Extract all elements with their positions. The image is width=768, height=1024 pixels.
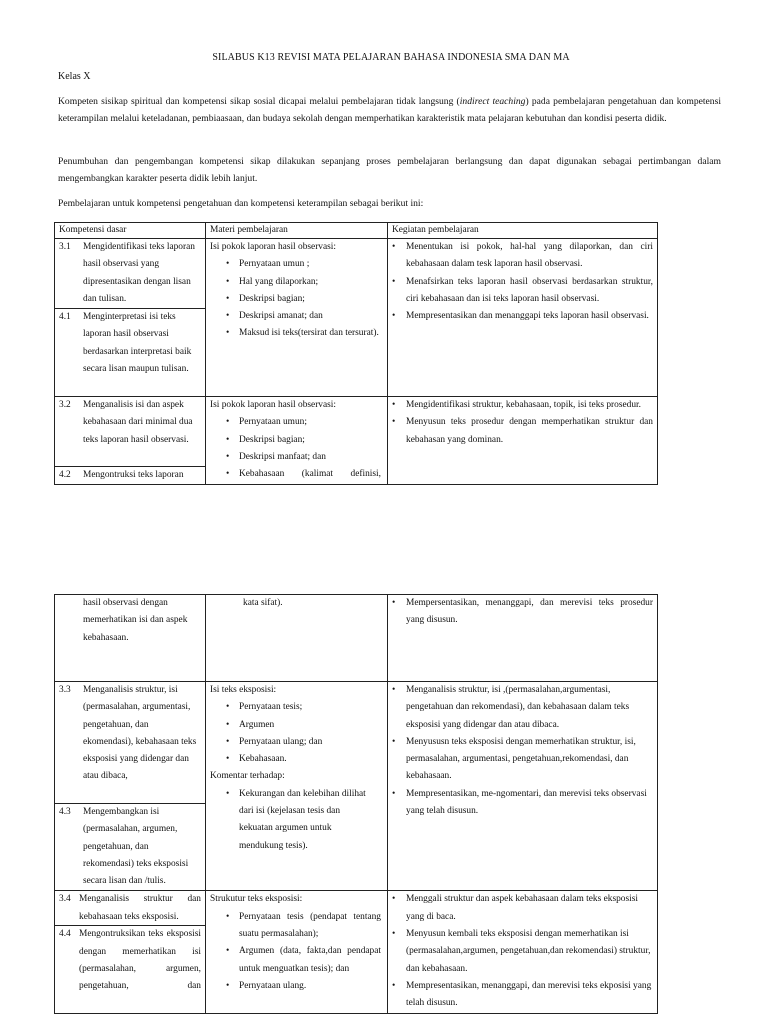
kd-number: 4.1 <box>59 312 71 322</box>
page-2 <box>0 585 768 1024</box>
materi-item: • Pernyataan tesis (pendapat tentang suatu permasalahan); <box>206 909 381 944</box>
kd-item <box>55 804 205 890</box>
table-row <box>55 891 658 1013</box>
kd-item <box>55 467 205 484</box>
kd-number: 3.2 <box>59 400 71 410</box>
kd-text: Mengembangkan isi (permasalahan, argumen, pengetahuan, dan rekomendasi) teks eksposisi secara lisan dan /tulis. <box>83 807 189 887</box>
kd-text: Menganalisis isi dan aspek kebahasaan dari minimal dua teks laporan hasil observasi. <box>83 400 193 445</box>
materi-heading: Isi pokok laporan hasil observasi: <box>210 242 337 252</box>
intro-paragraph-2: Penumbuhan dan pengembangan kompetensi sikap dilakukan sepanjang proses pembelajaran berlangsung dan dapat digunakan sebagai pertimbangan dalam mengembangkan karakter peserta didik lebih lanjut. <box>58 156 721 184</box>
kegiatan-item: • Menyusun kembali teks eksposisi dengan memerhatikan isi (permasalahan,argumen, pengetahuan,dan rekomendasi) struktur, dan kebahasaan. <box>388 926 653 978</box>
kegiatan-item: • Mempersentasikan, menanggapi, dan merevisi teks prosedur yang disusun. <box>388 595 653 630</box>
intro-paragraph-1-emphasis: indirect teaching <box>459 96 526 107</box>
kd-item <box>55 926 205 995</box>
intro-paragraph-3: Pembelajaran untuk kompetensi pengetahuan dan kompetensi keterampilan sebagai berikut ini: <box>58 198 424 209</box>
kd-number: 3.3 <box>59 685 71 695</box>
syllabus-table-page-2 <box>54 594 658 1014</box>
class-label: Kelas X <box>58 71 91 82</box>
materi-item: • Kekurangan dan kelebihan dilihat dari isi (kejelasan tesis dan kekuatan argumen untuk mendukung tesis). <box>206 786 371 855</box>
kegiatan-item: • Mengidentifikasi struktur, kebahasaan, topik, isi teks prosedur. <box>388 397 653 414</box>
kegiatan-item: • Mempresentasikan, menanggapi, dan merevisi teks ekposisi yang telah disusun. <box>388 978 653 1013</box>
table-row <box>55 239 658 397</box>
kegiatan-item: • Mempresentasikan dan menanggapi teks laporan hasil observasi. <box>388 308 653 325</box>
materi-item: • Pernyataan ulang. <box>206 978 381 995</box>
materi-item: • Maksud isi teks(tersirat dan tersurat). <box>206 325 381 342</box>
materi-item: • Pernyataan umun ; <box>206 256 381 273</box>
kd-item <box>55 397 205 466</box>
kd-text: Mengontruksikan teks eksposisi dengan memerhatikan isi (permasalahan, argumen, pengetahuan, dan <box>79 929 201 992</box>
kd-text: Menginterpretasi isi teks laporan hasil observasi berdasarkan interpretasi baik secara lisan maupun tulisan. <box>83 312 192 374</box>
kd-number: 3.4 <box>59 894 71 905</box>
header-materi-pembelajaran: Materi pembelajaran <box>210 225 288 235</box>
materi-item: • Pernyataan ulang; dan <box>206 734 381 751</box>
kd-item <box>55 682 205 803</box>
materi-item: • Deskripsi bagian; <box>206 291 381 308</box>
kd-text: Menganalisis struktur, isi (permasalahan, argumentasi, pengetahuan, dan ekomendasi), kebahasaan teks eksposisi yang didengar dan atau dibaca, <box>83 685 197 782</box>
materi-item: • Deskripsi manfaat; dan <box>206 449 381 466</box>
header-kompetensi-dasar: Kompetensi dasar <box>59 225 127 235</box>
intro-paragraph-1 <box>58 93 721 127</box>
kegiatan-item: • Menganalisis struktur, isi ,(permasalahan,argumentasi, pengetahuan dan rekomendasi), dan kebahasaan dalam teks eksposisi yang didengar dan atau dibaca. <box>388 682 653 734</box>
kd-item <box>55 239 205 308</box>
table-header-row <box>55 223 658 239</box>
table-row <box>55 595 658 682</box>
syllabus-table-page-1 <box>54 222 658 485</box>
kegiatan-item: • Menafsirkan teks laporan hasil observasi berdasarkan struktur, ciri kebahasaan dan isi teks laporan hasil observasi. <box>388 274 653 309</box>
kd-item <box>55 891 205 925</box>
materi-item: • Deskripsi bagian; <box>206 432 381 449</box>
kd-number: 4.4 <box>59 929 71 940</box>
kegiatan-item: • Menentukan isi pokok, hal-hal yang dilaporkan, dan ciri kebahasaan dalam tesk laporan hasil observasi. <box>388 239 653 274</box>
materi-continuation: kata sifat). <box>243 598 283 608</box>
kd-text: Menganalisis struktur dan kebahasaan teks eksposisi. <box>79 894 201 922</box>
kegiatan-item: • Mempresentasikan, me-ngomentari, dan merevisi teks observasi yang telah disusun. <box>388 786 653 821</box>
kd-text: Mengidentifikasi teks laporan hasil observasi yang dipresentasikan dengan lisan dan tulisan. <box>83 242 195 304</box>
materi-item: • Kebahasaan (kalimat definisi, <box>206 466 381 483</box>
materi-item: • Argumen (data, fakta,dan pendapat untuk menguatkan tesis); dan <box>206 943 381 978</box>
materi-item: • Pernyataan tesis; <box>206 699 381 716</box>
kegiatan-item: • Menyususn teks eksposisi dengan memerhatikan struktur, isi, permasalahan, argumentasi, pengetahuan,rekomendasi, dan kebahasaan. <box>388 734 653 786</box>
table-row <box>55 682 658 891</box>
kd-number: 3.1 <box>59 242 71 252</box>
materi-item: • Hal yang dilaporkan; <box>206 274 381 291</box>
header-kegiatan-pembelajaran: Kegiatan pembelajaran <box>392 225 479 235</box>
materi-heading: Isi pokok laporan hasil observasi: <box>210 400 337 410</box>
kd-text: Mengontruksi teks laporan <box>83 470 184 480</box>
kd-item <box>55 309 205 378</box>
document-title: SILABUS K13 REVISI MATA PELAJARAN BAHASA INDONESIA SMA DAN MA <box>212 52 570 63</box>
kegiatan-item: • Menggali struktur dan aspek kebahasaan dalam teks eksposisi yang di baca. <box>388 891 653 926</box>
kegiatan-item: • Menyusun teks prosedur dengan memperhatikan struktur dan kebahasan yang dominan. <box>388 414 653 449</box>
kd-number: 4.3 <box>59 807 71 817</box>
intro-paragraph-1-b: ) pada pembelajaran pengetahuan dan kompetensi keterampilan melalui keteladanan, pembiaasaan, dan budaya sekolah dengan memperhatikan karakteristik mata pelajaran kebutuhan dan kondisi peserta didik. <box>58 96 722 124</box>
kd-number: 4.2 <box>59 470 71 480</box>
materi-heading: Isi teks eksposisi: <box>210 685 277 695</box>
table-row <box>55 397 658 485</box>
materi-item: • Kebahasaan. <box>206 751 381 768</box>
materi-heading: Strukutur teks eksposisi: <box>210 894 303 905</box>
kd-continuation: hasil observasi dengan memerhatikan isi dan aspek kebahasaan. <box>83 598 188 643</box>
materi-item: • Argumen <box>206 717 381 734</box>
materi-item: • Pernyataan umun; <box>206 414 381 431</box>
intro-paragraph-1-a: Kompeten sisikap spiritual dan kompetensi sikap sosial dicapai melalui pembelajaran tidak langsung ( <box>58 96 460 107</box>
materi-item: • Deskripsi amanat; dan <box>206 308 381 325</box>
materi-heading: Komentar terhadap: <box>210 771 285 782</box>
